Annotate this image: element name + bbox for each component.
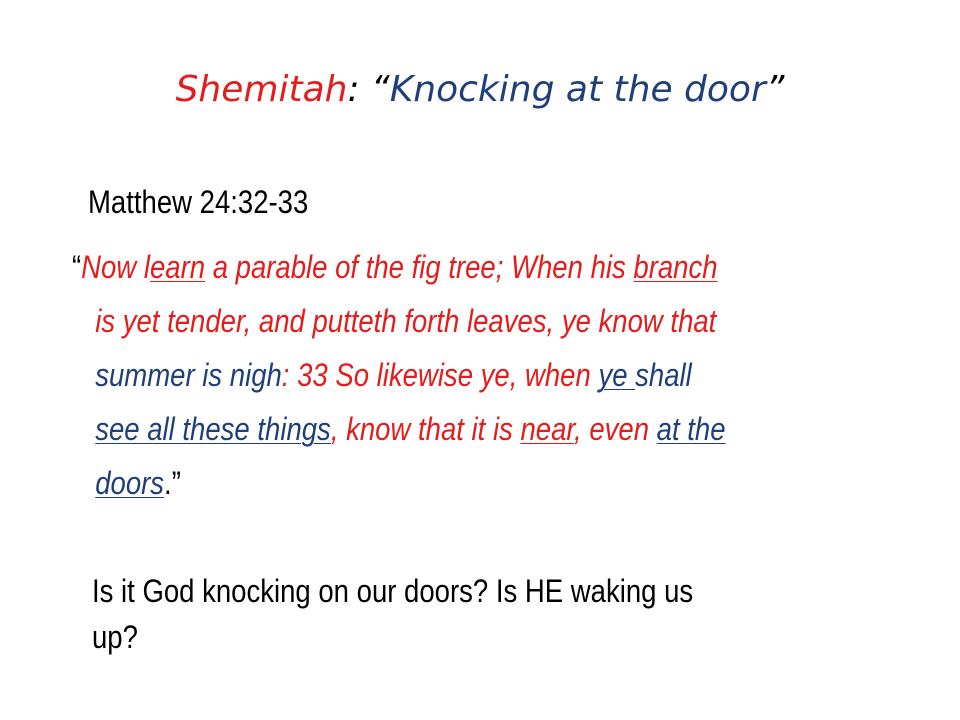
title-shemitah: Shemitah bbox=[175, 69, 348, 110]
underlined-ye: ye bbox=[598, 357, 636, 393]
quote-text: a parable of the fig tree bbox=[205, 249, 496, 285]
title-colon-quote: : “ bbox=[347, 69, 390, 110]
quote-text: Now l bbox=[81, 249, 150, 285]
underlined-branch: branch bbox=[633, 249, 718, 285]
title-close-quote: ” bbox=[765, 69, 785, 110]
underlined-see-all-these-things: see all these things bbox=[95, 411, 331, 447]
quote-text: , even bbox=[574, 411, 657, 447]
quote-line-4 bbox=[72, 402, 898, 456]
underlined-near: near bbox=[520, 411, 575, 447]
title-knocking: Knocking at the door bbox=[389, 69, 766, 110]
quote-text: ; When his bbox=[495, 249, 634, 285]
underlined-at-the: at the bbox=[656, 411, 726, 447]
slide-title bbox=[0, 66, 960, 114]
underlined-learn: earn bbox=[149, 249, 206, 285]
question-text bbox=[92, 568, 693, 660]
quote-line-2 bbox=[72, 294, 898, 348]
quote-line-3 bbox=[72, 348, 898, 402]
scripture-quote bbox=[72, 240, 898, 510]
scripture-reference: Matthew 24:32-33 bbox=[88, 184, 309, 220]
quote-line-5 bbox=[72, 456, 898, 510]
underlined-doors: doors bbox=[95, 465, 165, 501]
quote-text: : 33 So likewise ye, when bbox=[281, 357, 599, 393]
quote-text: is yet tender, and putteth forth leaves, ye know that bbox=[95, 303, 717, 339]
question-line-1: Is it God knocking on our doors? Is HE waking us bbox=[92, 573, 694, 609]
open-quote: “ bbox=[72, 249, 82, 285]
quote-text: shall bbox=[635, 357, 692, 393]
close-quote: .” bbox=[164, 465, 181, 501]
quote-text: summer is nigh bbox=[95, 357, 282, 393]
question-line-2: up? bbox=[92, 619, 138, 655]
quote-text: , know that it is bbox=[330, 411, 521, 447]
quote-line-1 bbox=[72, 240, 898, 294]
